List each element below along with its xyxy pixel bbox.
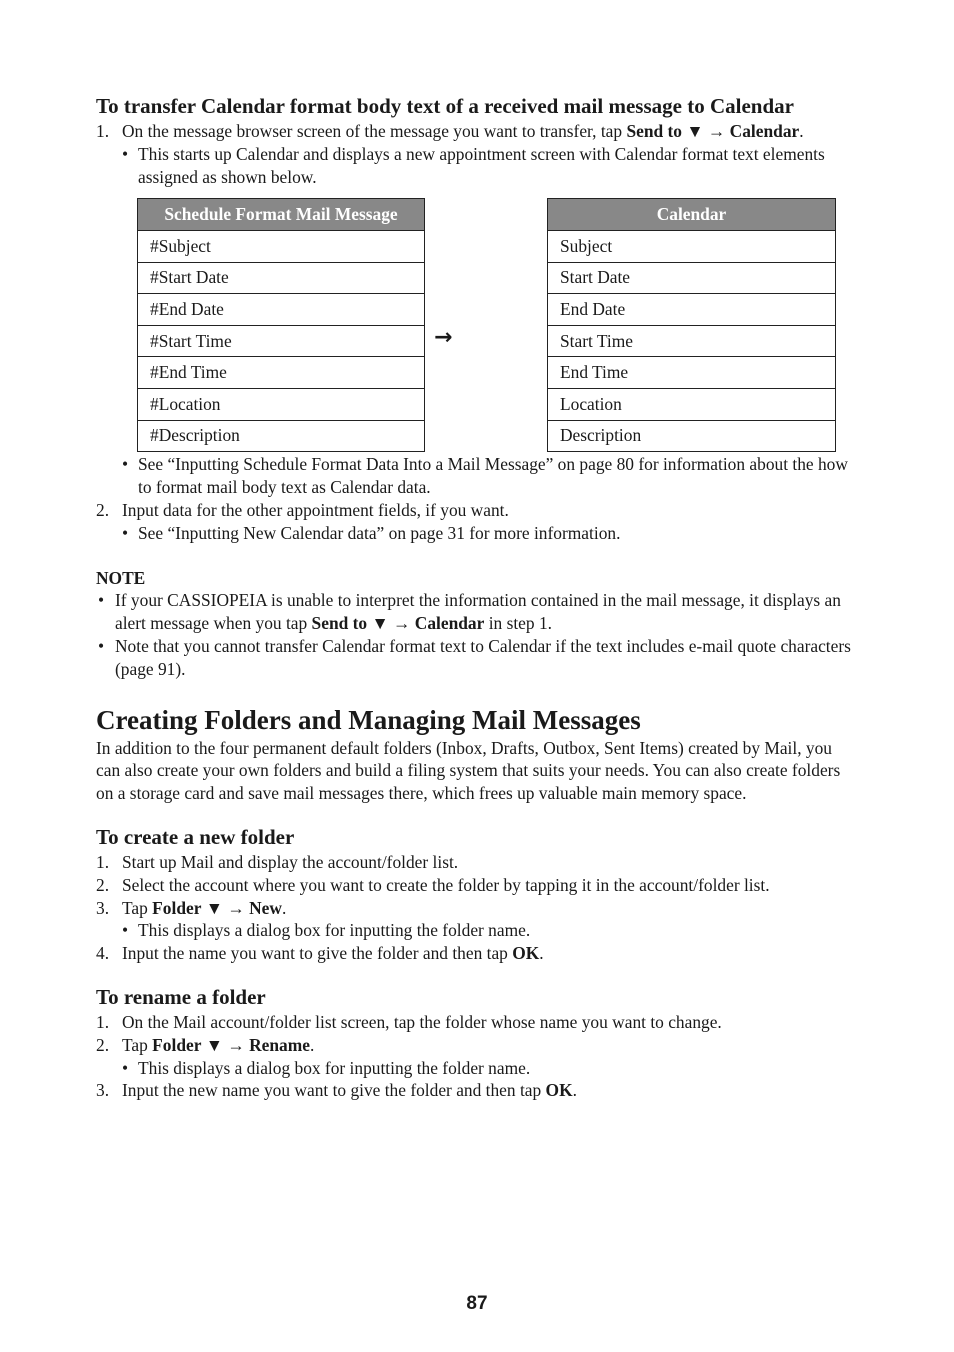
table-row: #Location [138,388,425,420]
punctuation: . [572,1080,577,1101]
menu-calendar: Calendar [729,121,800,141]
step-number: 2. [96,1034,110,1055]
rename-step-1 [96,1011,858,1034]
table-row: #End Date [138,294,425,326]
bullet-icon: • [122,1057,129,1078]
table-row: #Start Time [138,325,425,357]
bullet-icon: • [122,920,129,941]
table-row: #Subject [138,230,425,262]
step-number: 1. [96,121,110,141]
step-text: On the Mail account/folder list screen, tap the folder whose name you want to change. [122,1011,722,1032]
menu-arrow: ▼ → [201,1034,250,1055]
table-row: Subject [548,230,836,262]
bullet-icon: • [98,590,105,611]
section-heading-transfer: To transfer Calendar format body text of a received mail message to Calendar [96,94,794,118]
note-text: Note that you cannot transfer Calendar format text to Calendar if the text includes e-mail quote characters (page 91). [115,635,851,679]
step-text: Input the new name you want to give the folder and then tap [122,1080,546,1101]
rename-step-3 [96,1079,858,1102]
menu-calendar: Calendar [414,613,485,634]
note-text: in step 1. [484,613,552,634]
punctuation: . [799,121,804,141]
create-step-3-bullet [96,919,858,942]
menu-folder: Folder [152,897,202,918]
step-number: 4. [96,943,110,964]
calendar-table [547,198,836,452]
step-1 [96,120,858,143]
punctuation: . [309,1034,315,1055]
step-text: Input data for the other appointment fields, if you want. [122,499,509,520]
step-1-bullet [96,143,858,189]
bullet-icon: • [98,635,105,656]
subheading-rename-folder: To rename a folder [96,984,266,1009]
right-arrow-icon: → [434,325,453,351]
table-row: End Time [548,357,836,389]
step-number: 1. [96,851,110,872]
punctuation: . [539,943,544,964]
table-row: Description [548,420,836,452]
step-text: Start up Mail and display the account/folder list. [122,851,459,872]
menu-send-to: Send to [626,121,683,141]
section-heading-folders: Creating Folders and Managing Mail Messages [96,704,641,735]
table-row: Location [548,388,836,420]
menu-send-to: Send to [311,613,368,634]
button-ok: OK [545,1080,573,1101]
table-row: #Start Date [138,262,425,294]
step-text: On the message browser screen of the message you want to transfer, tap [122,121,627,141]
table-row: #Description [138,420,425,452]
bullet-text: See “Inputting Schedule Format Data Into a Mail Message” on page 80 for information about the how to format mail body text as Calendar data. [138,454,848,498]
rename-step-2 [96,1034,858,1057]
table-row: Start Date [548,262,836,294]
table-row: #End Time [138,357,425,389]
create-step-4 [96,942,858,965]
create-step-1 [96,851,858,874]
menu-new: New [249,897,282,918]
bullet-icon: • [122,454,129,475]
step-text: Tap [122,897,153,918]
bullet-text: This starts up Calendar and displays a new appointment screen with Calendar format text elements assigned as shown below. [138,143,825,187]
step-text: Select the account where you want to create the folder by tapping it in the account/folder list. [122,874,770,895]
note-bullet-2 [96,635,858,681]
section-intro: In addition to the four permanent default folders (Inbox, Drafts, Outbox, Sent Items) created by Mail, you can also create your own folders and build a filing system that suits your needs. You can also create folders on a storage card and save mail messages there, which frees up valuable main memory space. [96,737,841,804]
table-row: End Date [548,294,836,326]
menu-rename: Rename [249,1034,310,1055]
mapping-tables [96,198,858,453]
note-text: If your CASSIOPEIA is unable to interpret the information contained in the mail message, it displays an alert message when you tap [115,590,841,634]
punctuation: . [281,897,287,918]
step-text: Tap [122,1034,153,1055]
bullet-icon: • [122,143,129,164]
table-header: Schedule Format Mail Message [138,199,425,231]
menu-arrow: ▼ → [367,613,415,634]
subheading-create-folder: To create a new folder [96,824,295,849]
create-step-2 [96,874,858,897]
bullet-text: See “Inputting New Calendar data” on page 31 for more information. [138,522,621,543]
note-bullet-1 [96,589,858,635]
create-step-3 [96,897,858,920]
page-number: 87 [466,1293,488,1314]
bullet-text: This displays a dialog box for inputting the folder name. [138,1057,531,1078]
schedule-format-table [137,198,425,452]
menu-folder: Folder [152,1034,202,1055]
step-number: 2. [96,874,110,895]
bullet-text: This displays a dialog box for inputting the folder name. [138,920,531,941]
table-bullet [96,453,858,499]
step-number: 2. [96,499,110,520]
note-label: NOTE [96,567,146,588]
step-2 [96,499,858,522]
menu-arrow: ▼ → [201,897,250,918]
step-number: 3. [96,1080,110,1101]
table-header: Calendar [548,199,836,231]
menu-arrow: ▼ → [682,121,730,141]
step-2-bullet [96,522,858,545]
rename-step-2-bullet [96,1057,858,1080]
page-content [96,92,858,1102]
step-text: Input the name you want to give the folder and then tap [122,943,513,964]
step-number: 3. [96,897,110,918]
button-ok: OK [512,943,540,964]
step-number: 1. [96,1011,110,1032]
table-row: Start Time [548,325,836,357]
bullet-icon: • [122,522,129,543]
